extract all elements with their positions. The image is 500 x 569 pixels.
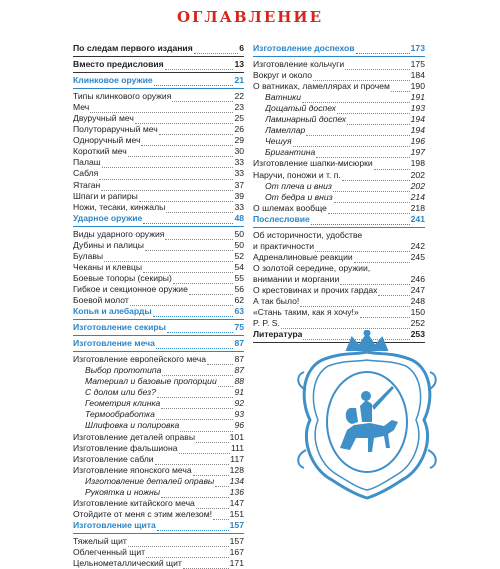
- toc-entry: [253, 43, 425, 54]
- toc-entry-title: Сабля: [73, 168, 99, 179]
- page-title: ОГЛАВЛЕНИЕ: [176, 8, 324, 26]
- toc-entry-title: От бедра и вниз: [265, 191, 333, 202]
- toc-entry-page: 191: [410, 92, 425, 103]
- toc-entry: [73, 487, 244, 498]
- toc-entry-title: О крестовинах и прочих гардах: [253, 284, 378, 295]
- toc-entry-title: «Стань таким, как я хочу!»: [253, 307, 359, 318]
- toc-leader-dots: [345, 62, 409, 70]
- toc-leader-dots: [316, 150, 409, 158]
- toc-entry: [253, 274, 425, 285]
- toc-entry-page: 37: [234, 179, 244, 190]
- toc-entry-title: Клинковое оружие: [73, 75, 153, 86]
- toc-entry: [73, 202, 244, 213]
- toc-leader-dots: [194, 46, 239, 54]
- toc-entry: [253, 59, 425, 70]
- toc-entry: [73, 387, 244, 398]
- toc-entry-page: 194: [410, 125, 425, 136]
- toc-entry-title: Тяжелый щит: [73, 535, 127, 546]
- toc-leader-dots: [156, 412, 234, 420]
- toc-entry: [73, 322, 244, 333]
- toc-entry-page: 50: [234, 228, 244, 239]
- toc-entry-title: Адреналиновые реакции: [253, 251, 353, 262]
- toc-entry-page: 248: [410, 296, 425, 307]
- toc-leader-dots: [196, 501, 229, 509]
- toc-leader-dots: [102, 160, 234, 168]
- toc-leader-dots: [311, 217, 410, 225]
- toc-entry-page: 87: [234, 365, 244, 376]
- toc-entry-page: 96: [234, 420, 244, 431]
- toc-entry-title: Шлифовка и полировка: [85, 420, 180, 431]
- toc-leader-dots: [189, 287, 234, 295]
- toc-entry: [73, 443, 244, 454]
- toc-leader-dots: [207, 357, 233, 365]
- toc-leader-dots: [193, 468, 229, 476]
- toc-leader-dots: [354, 255, 410, 263]
- toc-entry-title: Об историчности, удобстве: [253, 229, 363, 240]
- toc-leader-dots: [300, 299, 409, 307]
- toc-leader-dots: [156, 341, 234, 349]
- toc-leader-dots: [165, 232, 233, 240]
- toc-leader-dots: [183, 561, 229, 569]
- toc-entry: [73, 91, 244, 102]
- section-divider: [73, 351, 244, 352]
- toc-entry: [253, 70, 425, 81]
- toc-entry: [73, 306, 244, 317]
- toc-leader-dots: [155, 457, 230, 465]
- toc-leader-dots: [104, 254, 233, 262]
- toc-entry: [253, 285, 425, 296]
- toc-entry-title: С долом или без?: [85, 387, 156, 398]
- toc-entry-title: Булавы: [73, 250, 104, 261]
- toc-entry: [73, 376, 244, 387]
- toc-entry: [73, 354, 244, 365]
- toc-leader-dots: [356, 46, 410, 54]
- toc-entry-title: Виды ударного оружия: [73, 228, 165, 239]
- toc-entry-page: 52: [234, 250, 244, 261]
- toc-entry-page: 13: [234, 59, 244, 70]
- toc-entry-title: Термообработка: [85, 409, 155, 420]
- toc-entry-title: Дощатый доспех: [265, 103, 336, 114]
- toc-entry-page: 39: [234, 190, 244, 201]
- toc-leader-dots: [165, 62, 234, 70]
- toc-entry-title: Боевые топоры (секиры): [73, 272, 172, 283]
- toc-entry-page: 91: [234, 387, 244, 398]
- heraldic-knight-emblem-icon: [292, 330, 442, 500]
- toc-entry-page: 54: [234, 261, 244, 272]
- toc-entry-page: 93: [234, 409, 244, 420]
- toc-entry: [73, 146, 244, 157]
- toc-entry-title: Изготовление меча: [73, 338, 155, 349]
- toc-entry-page: 55: [234, 272, 244, 283]
- toc-entry-page: 128: [229, 464, 244, 475]
- toc-entry-title: Ламеллар: [265, 125, 306, 136]
- toc-leader-dots: [180, 424, 233, 432]
- toc-entry-page: 101: [229, 431, 244, 442]
- toc-entry-page: 202: [410, 180, 425, 191]
- toc-leader-dots: [130, 298, 234, 306]
- toc-leader-dots: [143, 216, 233, 224]
- toc-entry-page: 202: [410, 169, 425, 180]
- toc-leader-dots: [360, 310, 410, 318]
- toc-entry-page: 247: [410, 284, 425, 295]
- toc-entry-page: 21: [234, 75, 244, 86]
- toc-entry-title: Боевой молот: [73, 294, 129, 305]
- toc-leader-dots: [143, 265, 233, 273]
- toc-entry: [73, 465, 244, 476]
- toc-entry: [253, 125, 425, 136]
- toc-entry-title: Изготовление деталей оправы: [73, 431, 195, 442]
- toc-entry-title: Двуручный меч: [73, 113, 134, 124]
- toc-entry-page: 241: [410, 213, 425, 224]
- toc-leader-dots: [128, 149, 234, 157]
- toc-leader-dots: [154, 78, 234, 86]
- toc-entry-title: Материал и базовые пропорции: [85, 376, 217, 387]
- toc-entry-title: Дубины и палицы: [73, 239, 144, 250]
- toc-entry-page: 253: [410, 329, 425, 340]
- toc-entry-title: Копья и алебарды: [73, 306, 152, 317]
- toc-entry-page: 6: [239, 43, 244, 53]
- toc-entry-page: 175: [410, 59, 425, 70]
- toc-leader-dots: [302, 95, 410, 103]
- toc-leader-dots: [167, 325, 233, 333]
- toc-leader-dots: [328, 206, 410, 214]
- toc-leader-dots: [172, 94, 233, 102]
- toc-entry-page: 26: [234, 124, 244, 135]
- toc-entry-title: Геометрия клинка: [85, 398, 161, 409]
- toc-entry: [73, 251, 244, 262]
- toc-entry-title: Полуторaручный меч: [73, 124, 158, 135]
- toc-entry: [73, 420, 244, 431]
- toc-entry: [73, 102, 244, 113]
- toc-entry-title: Изготовление доспехов: [253, 43, 355, 53]
- toc-leader-dots: [157, 390, 234, 398]
- toc-entry-page: 147: [229, 497, 244, 508]
- toc-entry-page: 190: [410, 81, 425, 92]
- toc-entry: [73, 284, 244, 295]
- toc-entry: [253, 114, 425, 125]
- toc-entry-page: 184: [410, 70, 425, 81]
- section-divider: [73, 226, 244, 227]
- section-divider: [73, 88, 244, 89]
- toc-entry: [73, 409, 244, 420]
- toc-leader-dots: [313, 73, 410, 81]
- toc-entry: [73, 113, 244, 124]
- toc-entry-title: Ударное оружие: [73, 212, 143, 223]
- toc-leader-dots: [153, 309, 234, 317]
- toc-entry-title: Послесловие: [253, 213, 310, 224]
- toc-leader-dots: [340, 277, 409, 285]
- toc-leader-dots: [378, 288, 409, 296]
- toc-entry-title: О ватниках, ламеллярах и прочем: [253, 81, 390, 92]
- toc-entry: [73, 157, 244, 168]
- toc-entry-page: 218: [410, 202, 425, 213]
- toc-entry-title: О золотой середине, оружии,: [253, 262, 371, 273]
- toc-entry-title: Отойдите от меня с этим железом!: [73, 508, 212, 519]
- toc-entry-page: 173: [410, 43, 425, 53]
- toc-entry-title: Изготовление щита: [73, 519, 156, 530]
- toc-entry-page: 193: [410, 103, 425, 114]
- toc-entry: [253, 103, 425, 114]
- toc-leader-dots: [342, 173, 410, 181]
- section-divider: [73, 72, 244, 73]
- toc-entry-page: 33: [234, 168, 244, 179]
- toc-entry-page: 171: [229, 558, 244, 569]
- toc-entry-title: Вместо предисловия: [73, 59, 164, 70]
- toc-entry-page: 150: [410, 307, 425, 318]
- toc-leader-dots: [161, 401, 233, 409]
- toc-entry: [73, 509, 244, 520]
- toc-entry: [73, 262, 244, 273]
- toc-entry: [253, 136, 425, 147]
- toc-entry-page: 50: [234, 239, 244, 250]
- toc-entry-title: Шпаги и рапиры: [73, 190, 138, 201]
- toc-entry-page: 23: [234, 102, 244, 113]
- toc-entry-page: 252: [410, 318, 425, 329]
- toc-entry-page: 56: [234, 283, 244, 294]
- toc-leader-dots: [374, 162, 410, 170]
- toc-entry: [253, 241, 425, 252]
- toc-leader-dots: [347, 117, 410, 125]
- toc-entry-title: Изготовление шапки-мисюрки: [253, 158, 373, 169]
- toc-entry-title: Ламинарный доспех: [265, 114, 347, 125]
- toc-entry: [253, 307, 425, 318]
- toc-leader-dots: [146, 550, 229, 558]
- toc-entry-title: Наручи, поножи и т. п.: [253, 169, 341, 180]
- toc-entry-title: Палаш: [73, 157, 101, 168]
- toc-entry-title: Вокруг и около: [253, 70, 313, 81]
- toc-entry: [73, 240, 244, 251]
- toc-entry-title: По следам первого издания: [73, 43, 193, 53]
- toc-entry-title: Изготовление фальшиона: [73, 442, 178, 453]
- toc-entry-page: 134: [229, 475, 244, 486]
- toc-entry: [73, 213, 244, 224]
- toc-entry-title: Ватники: [265, 92, 302, 103]
- toc-entry: [73, 547, 244, 558]
- toc-entry-page: 33: [234, 201, 244, 212]
- toc-entry: [73, 476, 244, 487]
- toc-entry: [73, 273, 244, 284]
- toc-entry: [73, 536, 244, 547]
- toc-entry-title: Цельнометаллический щит: [73, 558, 182, 569]
- toc-leader-dots: [166, 205, 233, 213]
- toc-entry-page: 88: [234, 376, 244, 387]
- toc-leader-dots: [162, 368, 233, 376]
- toc-entry-page: 242: [410, 240, 425, 251]
- toc-leader-dots: [337, 106, 410, 114]
- toc-entry: [73, 520, 244, 531]
- toc-leader-dots: [306, 128, 409, 136]
- toc-leader-dots: [99, 172, 233, 180]
- toc-leader-dots: [213, 512, 229, 520]
- toc-entry: [73, 124, 244, 135]
- toc-entry-page: 214: [410, 191, 425, 202]
- toc-entry-page: 48: [234, 212, 244, 223]
- toc-entry: [73, 295, 244, 306]
- toc-entry-page: 63: [234, 306, 244, 317]
- toc-entry: [73, 59, 244, 70]
- toc-entry: [253, 203, 425, 214]
- toc-entry-page: 136: [229, 486, 244, 497]
- toc-entry-page: 22: [234, 91, 244, 102]
- toc-entry-page: 25: [234, 113, 244, 124]
- toc-entry: [73, 558, 244, 569]
- toc-entry-title: Изготовление китайского меча: [73, 497, 195, 508]
- toc-entry-title: Типы клинкового оружия: [73, 91, 172, 102]
- toc-entry: [73, 338, 244, 349]
- toc-leader-dots: [173, 276, 234, 284]
- toc-entry-page: 246: [410, 273, 425, 284]
- toc-entry-title: О шлемах вообще: [253, 202, 327, 213]
- toc-leader-dots: [218, 379, 234, 387]
- section-divider: [253, 227, 425, 228]
- toc-entry-page: 196: [410, 136, 425, 147]
- toc-entry-page: 30: [234, 146, 244, 157]
- toc-leader-dots: [101, 183, 233, 191]
- toc-entry-title: Бригантина: [265, 147, 316, 158]
- toc-leader-dots: [196, 435, 229, 443]
- toc-entry: [253, 92, 425, 103]
- toc-leader-dots: [157, 523, 229, 531]
- toc-entry-page: 111: [230, 442, 244, 453]
- toc-entry: [253, 147, 425, 158]
- toc-entry-title: Изготовление кольчуги: [253, 59, 345, 70]
- toc-entry-title: Изготовление европейского меча: [73, 354, 206, 365]
- toc-entry-title: Гибкое и секционное оружие: [73, 283, 188, 294]
- toc-entry: [73, 180, 244, 191]
- toc-entry-page: 198: [410, 158, 425, 169]
- toc-entry-page: 151: [229, 508, 244, 519]
- toc-entry-title: Изготовление японского меча: [73, 464, 192, 475]
- toc-leader-dots: [315, 244, 410, 252]
- toc-leader-dots: [141, 138, 233, 146]
- toc-entry-title: А так было!: [253, 296, 300, 307]
- toc-entry-title: Чеканы и клевцы: [73, 261, 143, 272]
- toc-entry-page: 245: [410, 251, 425, 262]
- toc-leader-dots: [145, 243, 233, 251]
- toc-leader-dots: [139, 194, 234, 202]
- toc-entry-page: 62: [234, 294, 244, 305]
- toc-entry: [253, 296, 425, 307]
- toc-entry-title: Чешуя: [265, 136, 292, 147]
- toc-entry-page: 87: [234, 354, 244, 365]
- toc-leader-dots: [334, 195, 410, 203]
- toc-entry-page: 117: [230, 453, 244, 464]
- toc-leader-dots: [159, 127, 234, 135]
- toc-entry: [73, 75, 244, 86]
- toc-entry-page: 194: [410, 114, 425, 125]
- toc-entry-page: 75: [234, 322, 244, 333]
- toc-left-column: [73, 43, 244, 569]
- toc-entry: [73, 43, 244, 54]
- toc-leader-dots: [333, 184, 410, 192]
- toc-entry-title: Изготовление секиры: [73, 322, 166, 333]
- toc-entry-title: Короткий меч: [73, 146, 127, 157]
- toc-entry: [253, 214, 425, 225]
- toc-entry: [253, 252, 425, 263]
- toc-entry: [253, 192, 425, 203]
- toc-entry-title: Одноручный меч: [73, 135, 141, 146]
- toc-entry-title: внимании и моргании: [253, 273, 340, 284]
- toc-entry-page: 157: [229, 535, 244, 546]
- section-divider: [73, 533, 244, 534]
- toc-leader-dots: [161, 490, 229, 498]
- toc-entry-title: Ятаган: [73, 179, 101, 190]
- toc-entry-title: Ножи, тесаки, кинжалы: [73, 201, 166, 212]
- toc-entry: [253, 318, 425, 329]
- toc-right-column: [253, 43, 425, 345]
- toc-entry-page: 92: [234, 398, 244, 409]
- toc-entry-page: 33: [234, 157, 244, 168]
- toc-entry: [253, 158, 425, 169]
- toc-leader-dots: [128, 539, 229, 547]
- toc-entry-title: Выбор прототипа: [85, 365, 162, 376]
- toc-entry: [73, 229, 244, 240]
- toc-entry-page: 197: [410, 147, 425, 158]
- toc-entry: [73, 191, 244, 202]
- toc-entry: [253, 170, 425, 181]
- toc-entry-page: 167: [229, 546, 244, 557]
- toc-entry: [73, 168, 244, 179]
- toc-entry: [73, 454, 244, 465]
- section-divider: [73, 56, 244, 57]
- toc-entry: [73, 365, 244, 376]
- toc-entry-page: 87: [234, 338, 244, 349]
- toc-entry-title: Литература: [253, 329, 303, 340]
- section-divider: [253, 56, 425, 57]
- toc-entry-page: 29: [234, 135, 244, 146]
- toc-entry-title: Облегченный щит: [73, 546, 146, 557]
- toc-entry-title: P. P. S.: [253, 318, 280, 329]
- toc-leader-dots: [281, 321, 410, 329]
- toc-leader-dots: [179, 446, 230, 454]
- toc-leader-dots: [135, 116, 234, 124]
- toc-entry-page: 157: [229, 519, 244, 530]
- toc-entry: [253, 263, 425, 274]
- toc-leader-dots: [215, 479, 228, 487]
- section-divider: [73, 319, 244, 320]
- toc-entry-title: и практичности: [253, 240, 315, 251]
- toc-entry: [253, 181, 425, 192]
- toc-entry: [253, 230, 425, 241]
- toc-leader-dots: [90, 105, 233, 113]
- toc-entry: [73, 498, 244, 509]
- toc-entry-title: Рукоятка и ножны: [85, 486, 161, 497]
- toc-leader-dots: [293, 139, 410, 147]
- toc-entry-title: Изготовление сабли: [73, 453, 154, 464]
- toc-entry: [253, 81, 425, 92]
- toc-entry: [73, 398, 244, 409]
- toc-entry-title: Изготовление деталей оправы: [85, 475, 215, 486]
- toc-entry-title: От плеча и вниз: [265, 180, 332, 191]
- toc-entry: [73, 432, 244, 443]
- toc-leader-dots: [391, 84, 410, 92]
- section-divider: [73, 335, 244, 336]
- toc-entry-title: Меч: [73, 102, 90, 113]
- toc-entry: [73, 135, 244, 146]
